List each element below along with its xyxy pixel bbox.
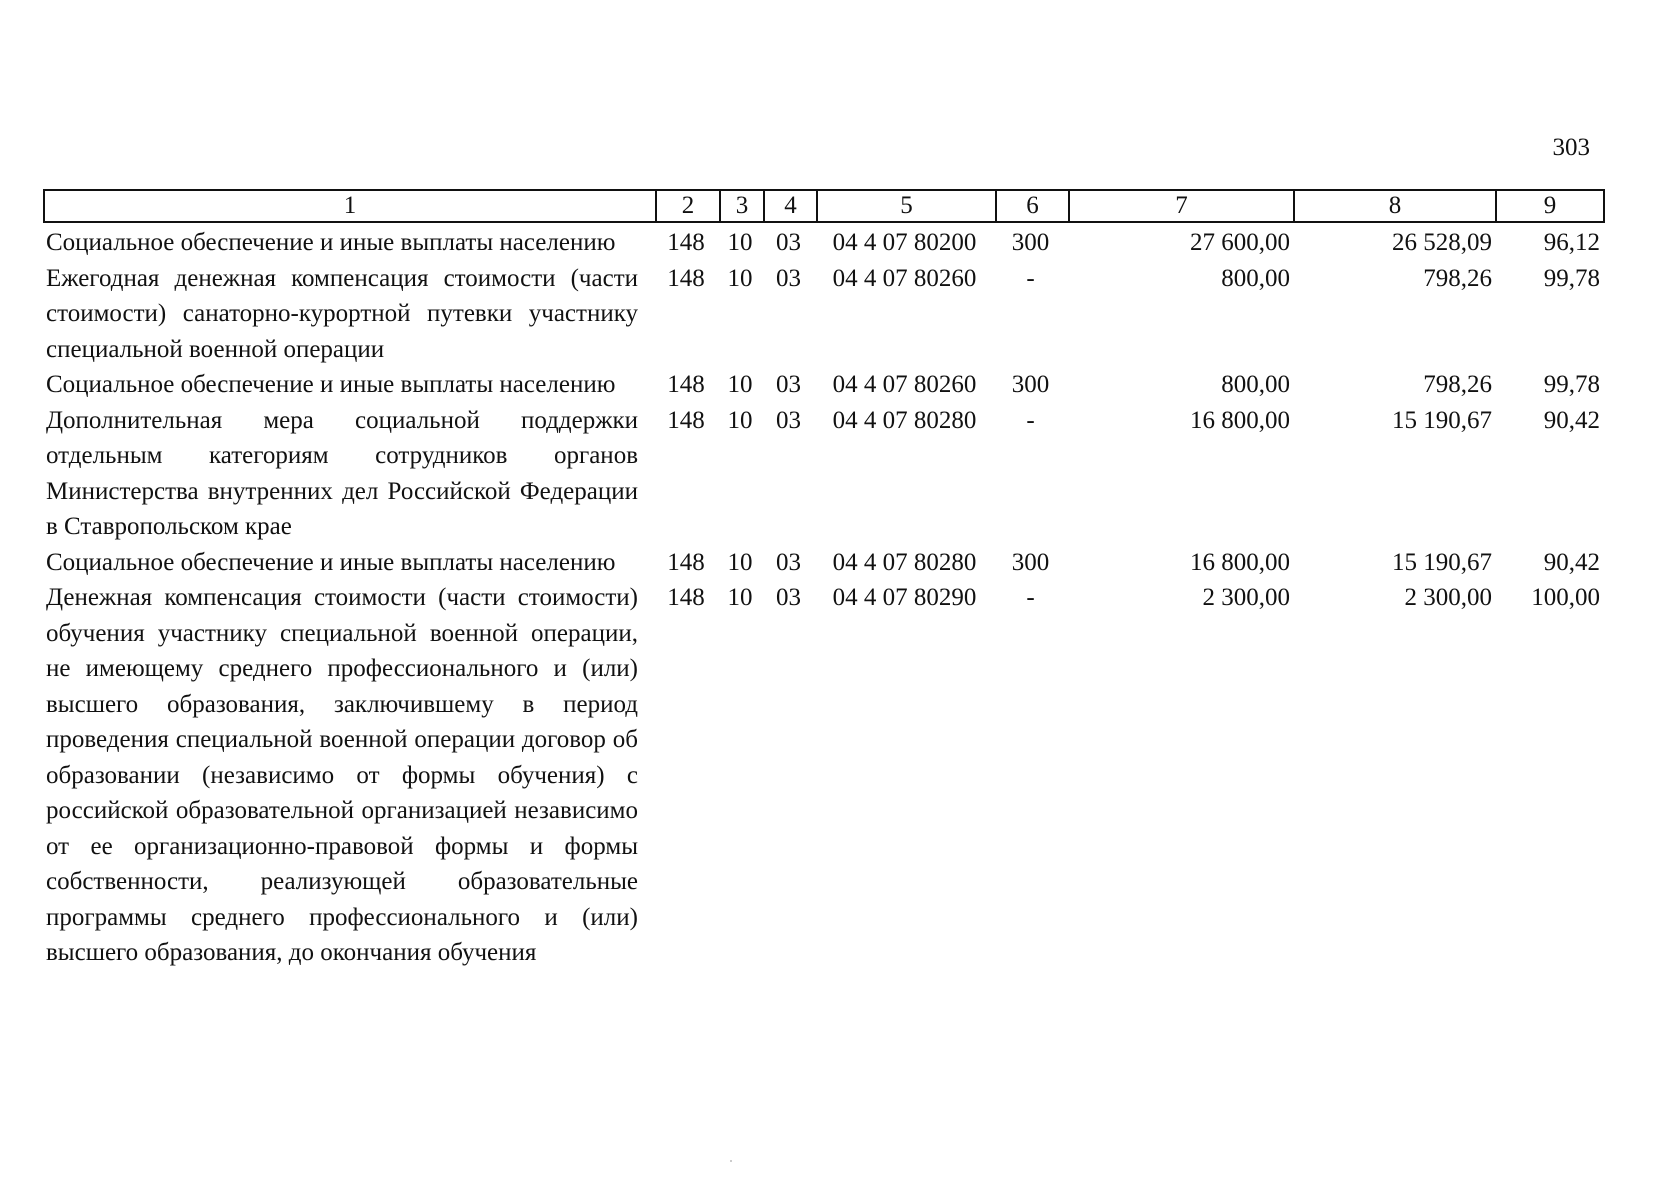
- cell-target-article: 04 4 07 80260: [832, 371, 977, 398]
- header-row: [44, 190, 1604, 222]
- cell-section: 10: [727, 548, 753, 576]
- row-description: Социальное обеспечение и иные выплаты населению: [46, 229, 616, 256]
- cell-actual-amount: 798,26: [1423, 371, 1492, 398]
- cell-subsection: 03: [776, 584, 801, 611]
- row-description: Ежегодная денежная компенсация стоимости (части стоимости) санаторно-курортной путевки участнику специальной военной операции: [46, 264, 638, 363]
- table-row: [44, 261, 1604, 368]
- table-row: [44, 403, 1604, 545]
- row-description: Денежная компенсация стоимости (части стоимости) обучения участнику специальной военной операции, не имеющему среднего профессионального и (или) высшего образования, заключившему в период проведения специальной военной операции договор об образовании (независимо от формы обучения) с российской образовательной организацией независимо от ее организационно-правовой формы и формы собственности, реализующей образовательные программы среднего профессионального и (или) высшего образования, до окончания обучения: [46, 584, 638, 966]
- cell-percent: 96,12: [1543, 229, 1600, 256]
- cell-actual-amount: 15 190,67: [1392, 406, 1492, 434]
- cell-expense-type: 300: [1011, 229, 1050, 256]
- cell-admin-code: 148: [667, 229, 705, 256]
- cell-expense-type: -: [1026, 584, 1035, 611]
- cell-actual-amount: 26 528,09: [1392, 229, 1492, 256]
- cell-target-article: 04 4 07 80260: [832, 264, 977, 292]
- cell-expense-type: -: [1026, 406, 1035, 434]
- scan-speck: [730, 1160, 732, 1162]
- cell-admin-code: 148: [667, 406, 705, 434]
- cell-planned-amount: 800,00: [1221, 264, 1290, 292]
- cell-subsection: 03: [776, 406, 801, 434]
- cell-target-article: 04 4 07 80290: [832, 584, 977, 611]
- cell-expense-type: 300: [1011, 371, 1050, 398]
- table-body: [44, 222, 1604, 971]
- cell-expense-type: 300: [1011, 548, 1050, 576]
- cell-subsection: 03: [776, 264, 801, 292]
- row-description: Социальное обеспечение и иные выплаты населению: [46, 371, 616, 398]
- row-description: Социальное обеспечение и иные выплаты населению: [46, 548, 616, 576]
- cell-actual-amount: 798,26: [1423, 264, 1492, 292]
- cell-admin-code: 148: [667, 371, 705, 398]
- budget-table: [43, 189, 1605, 971]
- cell-percent: 100,00: [1531, 584, 1600, 611]
- cell-percent: 90,42: [1543, 548, 1600, 576]
- header-cell-1: 1: [44, 190, 656, 222]
- cell-admin-code: 148: [667, 584, 705, 611]
- cell-admin-code: 148: [667, 264, 705, 292]
- cell-actual-amount: 15 190,67: [1392, 548, 1492, 576]
- cell-actual-amount: 2 300,00: [1404, 584, 1492, 611]
- header-cell-2: 2: [656, 190, 720, 222]
- cell-section: 10: [727, 264, 753, 292]
- row-description: Дополнительная мера социальной поддержки отдельным категориям сотрудников органов Министерства внутренних дел Российской Федерации в Ставропольском крае: [46, 406, 638, 540]
- header-cell-4: 4: [764, 190, 817, 222]
- cell-admin-code: 148: [667, 548, 705, 576]
- table-row: [44, 545, 1604, 581]
- cell-section: 10: [727, 229, 753, 256]
- cell-percent: 90,42: [1543, 406, 1600, 434]
- header-cell-7: 7: [1069, 190, 1294, 222]
- table-row: [44, 580, 1604, 971]
- table-row: [44, 367, 1604, 403]
- cell-planned-amount: 800,00: [1221, 371, 1290, 398]
- cell-subsection: 03: [776, 371, 801, 398]
- header-cell-5: 5: [817, 190, 996, 222]
- table-header: [44, 190, 1604, 222]
- cell-planned-amount: 16 800,00: [1190, 548, 1290, 576]
- header-cell-9: 9: [1496, 190, 1604, 222]
- cell-planned-amount: 16 800,00: [1190, 406, 1290, 434]
- cell-section: 10: [727, 406, 753, 434]
- cell-target-article: 04 4 07 80280: [832, 406, 977, 434]
- header-cell-3: 3: [720, 190, 764, 222]
- cell-target-article: 04 4 07 80200: [832, 229, 977, 256]
- cell-percent: 99,78: [1543, 264, 1600, 292]
- cell-percent: 99,78: [1543, 371, 1600, 398]
- cell-planned-amount: 27 600,00: [1190, 229, 1290, 256]
- cell-planned-amount: 2 300,00: [1202, 584, 1290, 611]
- table-row: [44, 222, 1604, 261]
- header-cell-8: 8: [1294, 190, 1496, 222]
- cell-section: 10: [727, 584, 753, 611]
- cell-subsection: 03: [776, 548, 801, 576]
- cell-section: 10: [727, 371, 753, 398]
- cell-expense-type: -: [1026, 264, 1035, 292]
- page-number: 303: [1552, 134, 1590, 161]
- cell-subsection: 03: [776, 229, 801, 256]
- cell-target-article: 04 4 07 80280: [832, 548, 977, 576]
- header-cell-6: 6: [996, 190, 1069, 222]
